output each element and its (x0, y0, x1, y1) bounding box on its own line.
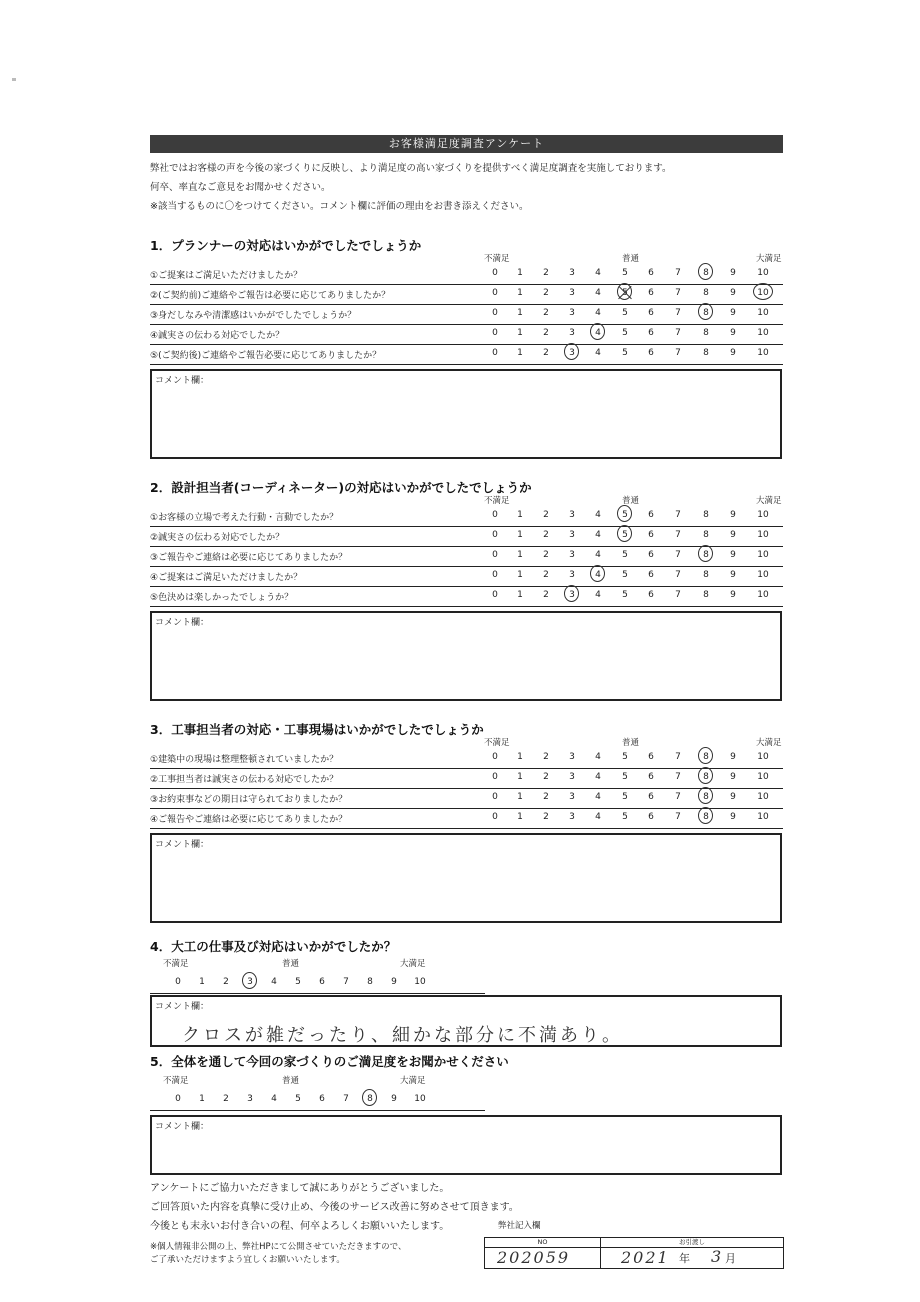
section-5-scale-high: 大満足 (400, 1076, 426, 1086)
scale-number-9[interactable]: 9 (730, 772, 736, 782)
scale-number-2[interactable]: 2 (543, 288, 549, 298)
answer-circle (698, 303, 713, 320)
comment-label: コメント欄： (155, 376, 210, 386)
scale-number-5[interactable]: 5 (622, 328, 628, 338)
scale-number-8[interactable]: 8 (703, 348, 709, 358)
scale-number-0[interactable]: 0 (492, 570, 498, 580)
intro-line-3: ※該当するものに〇をつけてください。コメント欄に評価の理由をお書き添えください。 (150, 201, 529, 212)
scale-number-2[interactable]: 2 (543, 570, 549, 580)
section-2-scale-mid: 普通 (622, 496, 640, 506)
answer-circle (698, 767, 713, 784)
scale-number-9[interactable]: 9 (730, 348, 736, 358)
scale-number-1[interactable]: 1 (517, 288, 523, 298)
scale-number-4[interactable]: 4 (595, 590, 601, 600)
scale-number-4[interactable]: 4 (595, 288, 601, 298)
scale-number-6[interactable]: 6 (648, 590, 654, 600)
scale-number-5[interactable]: 5 (295, 977, 301, 987)
scale-number-6[interactable]: 6 (648, 812, 654, 822)
scale-number-9[interactable]: 9 (730, 570, 736, 580)
scale-number-8[interactable]: 8 (703, 510, 709, 520)
privacy-line-1: ※個人情報非公開の上、弊社HPにて公開させていただきますので、 (150, 1242, 407, 1252)
scale-number-3[interactable]: 3 (569, 570, 575, 580)
scale-number-0[interactable]: 0 (492, 268, 498, 278)
scale-number-2[interactable]: 2 (223, 977, 229, 987)
scale-number-7[interactable]: 7 (675, 570, 681, 580)
scale-number-7[interactable]: 7 (675, 510, 681, 520)
comment-label: コメント欄： (155, 1122, 210, 1132)
scale-number-8[interactable]: 8 (703, 288, 709, 298)
scale-number-4[interactable]: 4 (595, 812, 601, 822)
scale-number-5[interactable]: 5 (622, 268, 628, 278)
scale-number-0[interactable]: 0 (492, 328, 498, 338)
footer-line-3: 今後とも末永いお付き合いの程、何卒よろしくお願いいたします。 (150, 1221, 450, 1232)
scale-number-10[interactable]: 10 (757, 812, 769, 822)
answer-circle (242, 972, 257, 989)
scale-number-4[interactable]: 4 (595, 308, 601, 318)
scale-number-9[interactable]: 9 (730, 752, 736, 762)
scale-number-2[interactable]: 2 (543, 792, 549, 802)
scale-number-8[interactable]: 8 (367, 977, 373, 987)
scale-number-6[interactable]: 6 (648, 510, 654, 520)
scale-number-6[interactable]: 6 (648, 752, 654, 762)
question-text: ②工事担当者は誠実さの伝わる対応でしたか？ (150, 775, 339, 785)
scale-number-6[interactable]: 6 (648, 570, 654, 580)
scan-mark (12, 78, 16, 81)
scale-number-5[interactable]: 5 (622, 752, 628, 762)
scale-number-1[interactable]: 1 (517, 772, 523, 782)
scale-number-6[interactable]: 6 (648, 530, 654, 540)
scale-number-1[interactable]: 1 (199, 977, 205, 987)
scale-number-10[interactable]: 10 (757, 268, 769, 278)
scale-number-1[interactable]: 1 (517, 792, 523, 802)
answer-circle (590, 565, 605, 582)
section-5-comment-box[interactable] (150, 1115, 782, 1175)
scale-number-10[interactable]: 10 (757, 348, 769, 358)
scale-number-9[interactable]: 9 (730, 308, 736, 318)
section-1-title: 1．プランナーの対応はいかがでしたでしょうか (150, 238, 422, 253)
scale-number-1[interactable]: 1 (199, 1094, 205, 1104)
scale-number-2[interactable]: 2 (543, 328, 549, 338)
scale-number-7[interactable]: 7 (675, 288, 681, 298)
question-row (150, 566, 783, 587)
section-5-scale-low: 不満足 (163, 1076, 189, 1086)
scale-number-1[interactable]: 1 (517, 308, 523, 318)
scale-number-7[interactable]: 7 (675, 590, 681, 600)
scale-number-10[interactable]: 10 (757, 308, 769, 318)
question-text: ④ご提案はご満足いただけましたか？ (150, 573, 303, 583)
scale-number-6[interactable]: 6 (648, 268, 654, 278)
scale-number-10[interactable]: 10 (757, 288, 769, 298)
intro-line-2: 何卒、率直なご意見をお聞かせください。 (150, 182, 331, 193)
question-row (150, 526, 783, 547)
question-row (150, 546, 783, 567)
scale-number-10[interactable]: 10 (757, 772, 769, 782)
comment-label: コメント欄： (155, 618, 210, 628)
scale-number-6[interactable]: 6 (648, 792, 654, 802)
section-3-title: 3．工事担当者の対応・工事現場はいかがでしたでしょうか (150, 722, 484, 737)
scale-number-4[interactable]: 4 (595, 530, 601, 540)
scale-number-9[interactable]: 9 (391, 1094, 397, 1104)
scale-number-0[interactable]: 0 (492, 550, 498, 560)
scale-number-10[interactable]: 10 (414, 1094, 426, 1104)
scale-number-3[interactable]: 3 (247, 1094, 253, 1104)
scale-number-7[interactable]: 7 (675, 530, 681, 540)
question-row (150, 506, 783, 527)
answer-circle (698, 807, 713, 824)
scale-number-8[interactable]: 8 (703, 752, 709, 762)
delivery-month: 3 (711, 1247, 722, 1266)
scale-number-7[interactable]: 7 (675, 752, 681, 762)
scale-number-9[interactable]: 9 (730, 510, 736, 520)
scale-number-9[interactable]: 9 (730, 530, 736, 540)
scale-number-3[interactable]: 3 (569, 550, 575, 560)
answer-circle (753, 283, 773, 300)
scale-number-10[interactable]: 10 (757, 792, 769, 802)
scale-number-5[interactable]: 5 (622, 510, 628, 520)
scale-number-8[interactable]: 8 (703, 792, 709, 802)
question-row (150, 344, 783, 365)
scale-number-2[interactable]: 2 (543, 510, 549, 520)
section-3-scale-low: 不満足 (484, 738, 510, 748)
scale-number-2[interactable]: 2 (543, 752, 549, 762)
question-text: ①お客様の立場で考えた行動・言動でしたか？ (150, 513, 339, 523)
scale-number-1[interactable]: 1 (517, 590, 523, 600)
scale-number-9[interactable]: 9 (730, 268, 736, 278)
question-row (150, 768, 783, 789)
scale-number-9[interactable]: 9 (730, 590, 736, 600)
scale-number-0[interactable]: 0 (175, 977, 181, 987)
scale-number-2[interactable]: 2 (543, 812, 549, 822)
scale-number-6[interactable]: 6 (648, 348, 654, 358)
scale-number-5[interactable]: 5 (622, 570, 628, 580)
scale-number-8[interactable]: 8 (703, 328, 709, 338)
scale-number-1[interactable]: 1 (517, 752, 523, 762)
question-text: ③身だしなみや清潔感はいかがでしたでしょうか？ (150, 311, 357, 321)
question-row (150, 264, 783, 285)
section-2-scale-high: 大満足 (756, 496, 782, 506)
scale-number-0[interactable]: 0 (492, 812, 498, 822)
scale-number-5[interactable]: 5 (622, 812, 628, 822)
scale-number-10[interactable]: 10 (757, 570, 769, 580)
section-4-scale-high: 大満足 (400, 959, 426, 969)
office-use-label: 弊社記入欄 (498, 1221, 541, 1231)
scale-number-3[interactable]: 3 (569, 510, 575, 520)
scale-number-10[interactable]: 10 (757, 752, 769, 762)
scale-number-2[interactable]: 2 (543, 268, 549, 278)
scale-number-6[interactable]: 6 (319, 1094, 325, 1104)
scale-number-8[interactable]: 8 (703, 268, 709, 278)
scale-number-7[interactable]: 7 (675, 268, 681, 278)
scale-number-8[interactable]: 8 (703, 812, 709, 822)
scale-number-8[interactable]: 8 (367, 1094, 373, 1104)
scale-number-5[interactable]: 5 (622, 550, 628, 560)
question-row (150, 788, 783, 809)
scale-number-0[interactable]: 0 (492, 772, 498, 782)
scale-number-8[interactable]: 8 (703, 772, 709, 782)
scale-number-4[interactable]: 4 (595, 510, 601, 520)
scale-number-0[interactable]: 0 (492, 308, 498, 318)
question-text: ①ご提案はご満足いただけましたか？ (150, 271, 303, 281)
scale-number-9[interactable]: 9 (730, 812, 736, 822)
section-4-rating-row (150, 973, 485, 994)
scale-number-4[interactable]: 4 (271, 1094, 277, 1104)
section-1-scale-low: 不満足 (484, 254, 510, 264)
scale-number-0[interactable]: 0 (492, 288, 498, 298)
scale-number-2[interactable]: 2 (543, 348, 549, 358)
delivery-year-unit: 年 (679, 1252, 690, 1265)
scale-number-1[interactable]: 1 (517, 550, 523, 560)
scale-number-0[interactable]: 0 (492, 348, 498, 358)
scale-number-10[interactable]: 10 (414, 977, 426, 987)
delivery-year: 2021 (621, 1248, 670, 1267)
scale-number-3[interactable]: 3 (569, 530, 575, 540)
section-4-comment-box[interactable] (150, 995, 782, 1047)
answer-circle (698, 545, 713, 562)
question-row (150, 284, 783, 305)
question-text: ⑤(ご契約後)ご連絡やご報告必要に応じてありましたか？ (150, 351, 382, 361)
section-4-title: 4．大工の仕事及び対応はいかがでしたか？ (150, 939, 397, 954)
scale-number-4[interactable]: 4 (595, 550, 601, 560)
section-3-comment-box[interactable] (150, 833, 782, 923)
delivery-month-unit: 月 (725, 1252, 736, 1265)
scale-number-10[interactable]: 10 (757, 328, 769, 338)
scale-number-3[interactable]: 3 (247, 977, 253, 987)
scale-number-4[interactable]: 4 (595, 792, 601, 802)
scale-number-6[interactable]: 6 (648, 328, 654, 338)
scale-number-7[interactable]: 7 (675, 812, 681, 822)
scale-number-4[interactable]: 4 (595, 268, 601, 278)
scale-number-9[interactable]: 9 (391, 977, 397, 987)
scale-number-7[interactable]: 7 (343, 1094, 349, 1104)
question-row (150, 324, 783, 345)
scale-number-3[interactable]: 3 (569, 772, 575, 782)
scale-number-10[interactable]: 10 (757, 510, 769, 520)
scale-number-1[interactable]: 1 (517, 812, 523, 822)
answer-circle (590, 323, 605, 340)
question-text: ②(ご契約前)ご連絡やご報告は必要に応じてありましたか？ (150, 291, 391, 301)
question-text: ①建築中の現場は整理整頓されていましたか？ (150, 755, 339, 765)
scale-number-0[interactable]: 0 (492, 792, 498, 802)
scale-number-6[interactable]: 6 (648, 772, 654, 782)
scale-number-4[interactable]: 4 (271, 977, 277, 987)
no-header: NO (537, 1238, 548, 1246)
scale-number-5[interactable]: 5 (295, 1094, 301, 1104)
comment-label: コメント欄： (155, 1002, 210, 1012)
scale-number-5[interactable]: 5 (622, 308, 628, 318)
question-text: ③ご報告やご連絡は必要に応じてありましたか？ (150, 553, 348, 563)
scale-number-9[interactable]: 9 (730, 288, 736, 298)
scale-number-9[interactable]: 9 (730, 792, 736, 802)
section-5-scale-mid: 普通 (282, 1076, 300, 1086)
scale-number-6[interactable]: 6 (648, 308, 654, 318)
scale-number-4[interactable]: 4 (595, 328, 601, 338)
scale-number-5[interactable]: 5 (622, 792, 628, 802)
question-text: ④誠実さの伝わる対応でしたか？ (150, 331, 285, 341)
scale-number-10[interactable]: 10 (757, 550, 769, 560)
section-3-scale-high: 大満足 (756, 738, 782, 748)
answer-circle (617, 525, 632, 542)
comment-label: コメント欄： (155, 840, 210, 850)
scale-number-2[interactable]: 2 (543, 550, 549, 560)
scale-number-0[interactable]: 0 (492, 752, 498, 762)
scale-number-5[interactable]: 5 (622, 772, 628, 782)
scale-number-0[interactable]: 0 (175, 1094, 181, 1104)
answer-circle (617, 505, 632, 522)
scale-number-4[interactable]: 4 (595, 752, 601, 762)
page-title: お客様満足度調査アンケート (150, 135, 783, 153)
question-row (150, 808, 783, 829)
section-2-comment-box[interactable] (150, 611, 782, 701)
no-value: 202059 (497, 1248, 571, 1267)
scale-number-3[interactable]: 3 (569, 792, 575, 802)
scale-number-7[interactable]: 7 (675, 772, 681, 782)
scale-number-3[interactable]: 3 (569, 288, 575, 298)
scale-number-7[interactable]: 7 (675, 328, 681, 338)
scale-number-4[interactable]: 4 (595, 772, 601, 782)
question-text: ③お約束事などの期日は守られておりましたか？ (150, 795, 348, 805)
section-4-scale-mid: 普通 (282, 959, 300, 969)
scale-number-10[interactable]: 10 (757, 530, 769, 540)
scale-number-3[interactable]: 3 (569, 348, 575, 358)
intro-line-1: 弊社ではお客様の声を今後の家づくりに反映し、より満足度の高い家づくりを提供すべく満足度調査を実施しております。 (150, 163, 672, 174)
question-row (150, 586, 783, 607)
office-use-table (484, 1237, 784, 1269)
scale-number-1[interactable]: 1 (517, 510, 523, 520)
scale-number-2[interactable]: 2 (223, 1094, 229, 1104)
section-5-rating-row (150, 1090, 485, 1111)
question-text: ④ご報告やご連絡は必要に応じてありましたか？ (150, 815, 348, 825)
scale-number-7[interactable]: 7 (675, 308, 681, 318)
scale-number-8[interactable]: 8 (703, 570, 709, 580)
section-2-title: 2．設計担当者(コーディネーター)の対応はいかがでしたでしょうか (150, 480, 532, 495)
answer-circle (564, 343, 579, 360)
scale-number-9[interactable]: 9 (730, 328, 736, 338)
footer-line-2: ご回答頂いた内容を真摯に受け止め、今後のサービス改善に努めさせて頂きます。 (150, 1202, 519, 1213)
scale-number-6[interactable]: 6 (648, 288, 654, 298)
question-row (150, 748, 783, 769)
scale-number-3[interactable]: 3 (569, 812, 575, 822)
section-1-scale-mid: 普通 (622, 254, 640, 264)
scale-number-7[interactable]: 7 (675, 792, 681, 802)
scale-number-6[interactable]: 6 (319, 977, 325, 987)
scale-number-8[interactable]: 8 (703, 308, 709, 318)
scale-number-3[interactable]: 3 (569, 268, 575, 278)
scale-number-1[interactable]: 1 (517, 530, 523, 540)
scale-number-7[interactable]: 7 (343, 977, 349, 987)
scale-number-1[interactable]: 1 (517, 570, 523, 580)
scale-number-5[interactable]: 5 (622, 590, 628, 600)
scale-number-8[interactable]: 8 (703, 550, 709, 560)
section-1-comment-box[interactable] (150, 369, 782, 459)
scale-number-2[interactable]: 2 (543, 772, 549, 782)
scale-number-8[interactable]: 8 (703, 590, 709, 600)
scale-number-5[interactable]: 5 (622, 348, 628, 358)
section-5-title: 5．全体を通して今回の家づくりのご満足度をお聞かせください (150, 1054, 509, 1069)
question-text: ⑤色決めは楽しかったでしょうか？ (150, 593, 294, 603)
section-3-scale-mid: 普通 (622, 738, 640, 748)
question-text: ②誠実さの伝わる対応でしたか？ (150, 533, 285, 543)
section-4-comment-text: クロスが雑だったり、細かな部分に不満あり。 (182, 1025, 623, 1046)
scale-number-1[interactable]: 1 (517, 328, 523, 338)
scale-number-2[interactable]: 2 (543, 530, 549, 540)
scale-number-3[interactable]: 3 (569, 308, 575, 318)
section-4-scale-low: 不満足 (163, 959, 189, 969)
scale-number-5[interactable]: 5 (622, 530, 628, 540)
footer-line-1: アンケートにご協力いただきまして誠にありがとうございました。 (150, 1183, 450, 1194)
privacy-line-2: ご了承いただけますよう宜しくお願いいたします。 (150, 1255, 345, 1265)
scale-number-6[interactable]: 6 (648, 550, 654, 560)
scale-number-7[interactable]: 7 (675, 550, 681, 560)
answer-circle (698, 747, 713, 764)
scale-number-3[interactable]: 3 (569, 590, 575, 600)
scale-number-0[interactable]: 0 (492, 530, 498, 540)
answer-circle (698, 787, 713, 804)
delivery-header: お引渡し (679, 1238, 705, 1246)
scale-number-9[interactable]: 9 (730, 550, 736, 560)
scale-number-4[interactable]: 4 (595, 570, 601, 580)
scale-number-3[interactable]: 3 (569, 328, 575, 338)
scale-number-2[interactable]: 2 (543, 590, 549, 600)
answer-circle (362, 1089, 377, 1106)
scale-number-0[interactable]: 0 (492, 590, 498, 600)
scale-number-3[interactable]: 3 (569, 752, 575, 762)
answer-circle (698, 263, 713, 280)
scale-number-7[interactable]: 7 (675, 348, 681, 358)
section-1-scale-high: 大満足 (756, 254, 782, 264)
scale-number-1[interactable]: 1 (517, 268, 523, 278)
answer-circle (564, 585, 579, 602)
scale-number-1[interactable]: 1 (517, 348, 523, 358)
section-2-scale-low: 不満足 (484, 496, 510, 506)
scale-number-8[interactable]: 8 (703, 530, 709, 540)
scale-number-4[interactable]: 4 (595, 348, 601, 358)
question-row (150, 304, 783, 325)
scale-number-10[interactable]: 10 (757, 590, 769, 600)
scale-number-0[interactable]: 0 (492, 510, 498, 520)
scale-number-2[interactable]: 2 (543, 308, 549, 318)
